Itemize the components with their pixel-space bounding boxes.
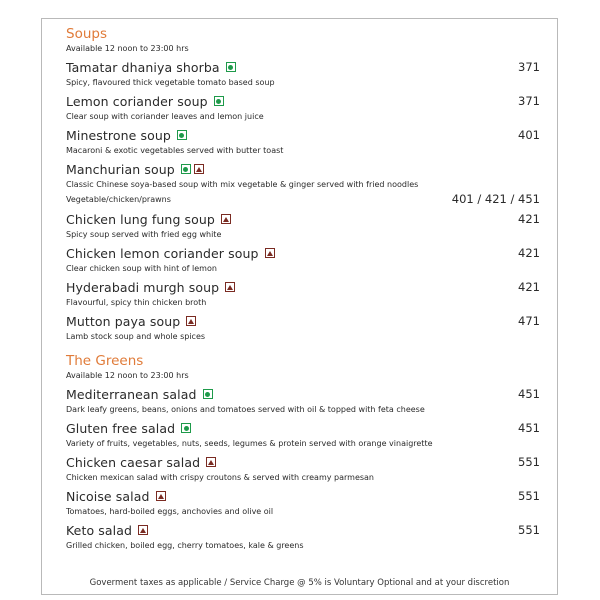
- menu-item: [66, 453, 540, 483]
- menu-item-description: Dark leafy greens, beans, onions and tomatoes served with oil & topped with feta cheese: [66, 405, 425, 414]
- non-veg-mark-icon: [265, 248, 275, 258]
- menu-item-name-group: [66, 387, 213, 402]
- availability-note: Available 12 noon to 23:00 hrs: [66, 44, 189, 53]
- menu-content: [66, 27, 540, 563]
- menu-item-row: [66, 385, 540, 403]
- non-veg-mark-icon: [225, 282, 235, 292]
- menu-item-row: [66, 312, 540, 330]
- section-title: The Greens: [66, 353, 144, 369]
- non-veg-mark-icon: [206, 457, 216, 467]
- diet-badges: [177, 130, 187, 140]
- availability-note: Available 12 noon to 23:00 hrs: [66, 371, 189, 380]
- menu-item-name: Mutton paya soup: [66, 313, 181, 329]
- diet-badges: [181, 164, 204, 174]
- menu-item-row: [66, 58, 540, 76]
- menu-item-description: Spicy soup served with fried egg white: [66, 230, 222, 239]
- menu-item-description: Chicken mexican salad with crispy croutons & served with creamy parmesan: [66, 473, 375, 482]
- menu-item-name-group: [66, 212, 231, 227]
- diet-badges: [181, 423, 191, 433]
- menu-item-name: Mediterranean salad: [66, 386, 197, 402]
- menu-item: [66, 126, 540, 156]
- menu-item-name-group: [66, 246, 275, 261]
- menu-item-name: Lemon coriander soup: [66, 93, 208, 109]
- diet-badges: [186, 316, 196, 326]
- veg-mark-icon: [226, 62, 236, 72]
- menu-item-name: Manchurian soup: [66, 161, 175, 177]
- menu-item-price: 371: [518, 94, 540, 108]
- variant-row: [66, 192, 540, 206]
- diet-badges: [221, 214, 231, 224]
- menu-item-price: 421: [518, 212, 540, 226]
- menu-item: [66, 521, 540, 551]
- menu-item: [66, 278, 540, 308]
- menu-item-name-group: [66, 162, 204, 177]
- menu-item-price: 551: [518, 523, 540, 537]
- diet-badges: [226, 62, 236, 72]
- non-veg-mark-icon: [186, 316, 196, 326]
- menu-item-price: 401: [518, 128, 540, 142]
- menu-item-description: Macaroni & exotic vegetables served with butter toast: [66, 146, 284, 155]
- menu-item-row: [66, 521, 540, 539]
- menu-item: [66, 312, 540, 342]
- menu-item: [66, 210, 540, 240]
- menu-item-price: 551: [518, 455, 540, 469]
- menu-item-name: Chicken caesar salad: [66, 454, 201, 470]
- menu-item-name-group: [66, 314, 196, 329]
- menu-item-price: 421: [518, 246, 540, 260]
- menu-item-row: [66, 244, 540, 262]
- menu-item-price: 451: [518, 421, 540, 435]
- menu-item-description: Tomatoes, hard-boiled eggs, anchovies and olive oil: [66, 507, 274, 516]
- menu-item-description: Clear chicken soup with hint of lemon: [66, 264, 217, 273]
- menu-item-name-group: [66, 280, 235, 295]
- diet-badges: [138, 525, 148, 535]
- veg-mark-icon: [181, 423, 191, 433]
- menu-item-row: [66, 160, 540, 178]
- menu-item-name-group: [66, 489, 166, 504]
- non-veg-mark-icon: [221, 214, 231, 224]
- menu-item: [66, 92, 540, 122]
- menu-item-description: Classic Chinese soya-based soup with mix vegetable & ginger served with fried noodles: [66, 180, 419, 189]
- menu-item-description: Clear soup with coriander leaves and lemon juice: [66, 112, 264, 121]
- non-veg-mark-icon: [156, 491, 166, 501]
- menu-item-name-group: [66, 455, 216, 470]
- veg-mark-icon: [214, 96, 224, 106]
- menu-item: [66, 419, 540, 449]
- diet-badges: [225, 282, 235, 292]
- menu-item-name: Gluten free salad: [66, 420, 176, 436]
- veg-mark-icon: [181, 164, 191, 174]
- menu-item: [66, 487, 540, 517]
- menu-item-description: Grilled chicken, boiled egg, cherry tomatoes, kale & greens: [66, 541, 304, 550]
- menu-section: [66, 27, 540, 342]
- menu-item-name: Minestrone soup: [66, 127, 171, 143]
- variant-prices: 401 / 421 / 451: [451, 192, 540, 206]
- menu-item-name: Keto salad: [66, 522, 133, 538]
- menu-item-name-group: [66, 94, 224, 109]
- menu-item: [66, 244, 540, 274]
- non-veg-mark-icon: [138, 525, 148, 535]
- menu-item-row: [66, 210, 540, 228]
- menu-item-description: Variety of fruits, vegetables, nuts, seeds, legumes & protein served with orange vinaigrette: [66, 439, 433, 448]
- menu-item-description: Spicy, flavoured thick vegetable tomato based soup: [66, 78, 275, 87]
- veg-mark-icon: [203, 389, 213, 399]
- menu-item-row: [66, 92, 540, 110]
- menu-item-row: [66, 419, 540, 437]
- menu-item-description: Flavourful, spicy thin chicken broth: [66, 298, 207, 307]
- menu-item-name: Chicken lemon coriander soup: [66, 245, 259, 261]
- menu-item-row: [66, 126, 540, 144]
- menu-item: [66, 385, 540, 415]
- variant-label: Vegetable/chicken/prawns: [66, 194, 171, 204]
- menu-item-name-group: [66, 60, 236, 75]
- menu-section: [66, 354, 540, 551]
- menu-item: [66, 160, 540, 206]
- menu-item-name-group: [66, 523, 148, 538]
- section-title: Soups: [66, 26, 107, 42]
- menu-item-price: 451: [518, 387, 540, 401]
- menu-item-price: 551: [518, 489, 540, 503]
- menu-item-row: [66, 278, 540, 296]
- menu-item-name: Chicken lung fung soup: [66, 211, 215, 227]
- menu-item-price: 471: [518, 314, 540, 328]
- menu-item-description: Lamb stock soup and whole spices: [66, 332, 206, 341]
- menu-item-row: [66, 487, 540, 505]
- diet-badges: [156, 491, 166, 501]
- diet-badges: [214, 96, 224, 106]
- menu-item: [66, 58, 540, 88]
- diet-badges: [265, 248, 275, 258]
- veg-mark-icon: [177, 130, 187, 140]
- menu-item-name-group: [66, 421, 191, 436]
- diet-badges: [206, 457, 216, 467]
- diet-badges: [203, 389, 213, 399]
- menu-item-price: 421: [518, 280, 540, 294]
- menu-item-row: [66, 453, 540, 471]
- non-veg-mark-icon: [194, 164, 204, 174]
- menu-item-name: Tamatar dhaniya shorba: [66, 59, 220, 75]
- menu-item-price: 371: [518, 60, 540, 74]
- service-charge-note: Goverment taxes as applicable / Service Charge @ 5% is Voluntary Optional and at your discretion: [89, 578, 510, 588]
- menu-item-name: Nicoise salad: [66, 488, 150, 504]
- menu-item-name: Hyderabadi murgh soup: [66, 279, 220, 295]
- menu-item-name-group: [66, 128, 187, 143]
